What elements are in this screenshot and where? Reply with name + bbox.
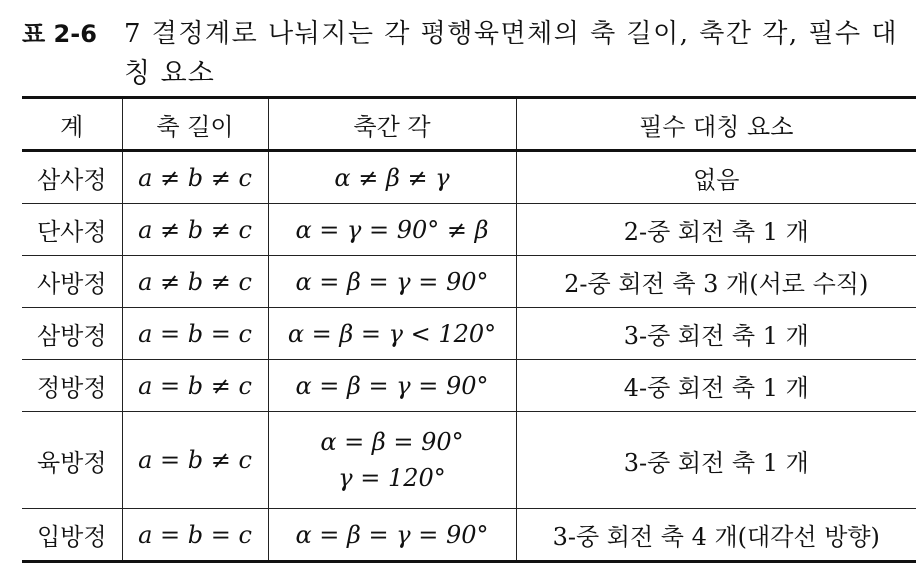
cell-axis-length: a ≠ b ≠ c xyxy=(122,256,268,308)
table-caption xyxy=(22,14,912,94)
cell-axial-angles xyxy=(268,412,516,509)
cell-symmetry: 3-중 회전 축 4 개(대각선 방향) xyxy=(516,509,916,562)
header-axis-length: 축 길이 xyxy=(122,98,268,151)
caption-label: 표 2-6 xyxy=(22,20,97,48)
cell-axial-angles: α = γ = 90° ≠ β xyxy=(268,204,516,256)
table-row xyxy=(22,256,916,308)
caption-line-2 xyxy=(22,54,912,94)
cell-system: 육방정 xyxy=(22,412,122,509)
table-row xyxy=(22,204,916,256)
cell-symmetry: 4-중 회전 축 1 개 xyxy=(516,360,916,412)
cell-symmetry: 2-중 회전 축 3 개(서로 수직) xyxy=(516,256,916,308)
cell-axial-angles: α = β = γ = 90° xyxy=(268,360,516,412)
cell-symmetry: 3-중 회전 축 1 개 xyxy=(516,308,916,360)
table-row xyxy=(22,412,916,509)
table-row xyxy=(22,360,916,412)
cell-axis-length: a ≠ b ≠ c xyxy=(122,151,268,204)
cell-system: 삼사정 xyxy=(22,151,122,204)
cell-axial-angles: α = β = γ = 90° xyxy=(268,256,516,308)
cell-axis-length: a = b = c xyxy=(122,308,268,360)
cell-system: 사방정 xyxy=(22,256,122,308)
table-header-row xyxy=(22,98,916,151)
cell-system: 삼방정 xyxy=(22,308,122,360)
axial-angles-line-2: γ = 120° xyxy=(338,464,446,492)
cell-axial-angles: α = β = γ < 120° xyxy=(268,308,516,360)
header-axial-angles: 축간 각 xyxy=(268,98,516,151)
crystal-system-table xyxy=(22,96,916,563)
header-symmetry: 필수 대칭 요소 xyxy=(516,98,916,151)
cell-axis-length: a = b ≠ c xyxy=(122,360,268,412)
caption-text-line-2: 칭 요소 xyxy=(124,58,215,89)
cell-symmetry: 3-중 회전 축 1 개 xyxy=(516,412,916,509)
cell-symmetry: 없음 xyxy=(516,151,916,204)
header-system: 계 xyxy=(22,98,122,151)
cell-symmetry: 2-중 회전 축 1 개 xyxy=(516,204,916,256)
table-row xyxy=(22,509,916,562)
cell-system: 정방정 xyxy=(22,360,122,412)
cell-system: 단사정 xyxy=(22,204,122,256)
caption-line-1 xyxy=(22,14,912,54)
cell-axis-length: a ≠ b ≠ c xyxy=(122,204,268,256)
caption-text-line-1: 7 결정계로 나눠지는 각 평행육면체의 축 길이, 축간 각, 필수 대 xyxy=(124,19,899,49)
axial-angles-line-1: α = β = 90° xyxy=(320,428,464,456)
table-row xyxy=(22,151,916,204)
cell-axial-angles: α = β = γ = 90° xyxy=(268,509,516,562)
cell-axis-length: a = b ≠ c xyxy=(122,412,268,509)
cell-axis-length: a = b = c xyxy=(122,509,268,562)
table-row xyxy=(22,308,916,360)
cell-system: 입방정 xyxy=(22,509,122,562)
cell-axial-angles: α ≠ β ≠ γ xyxy=(268,151,516,204)
